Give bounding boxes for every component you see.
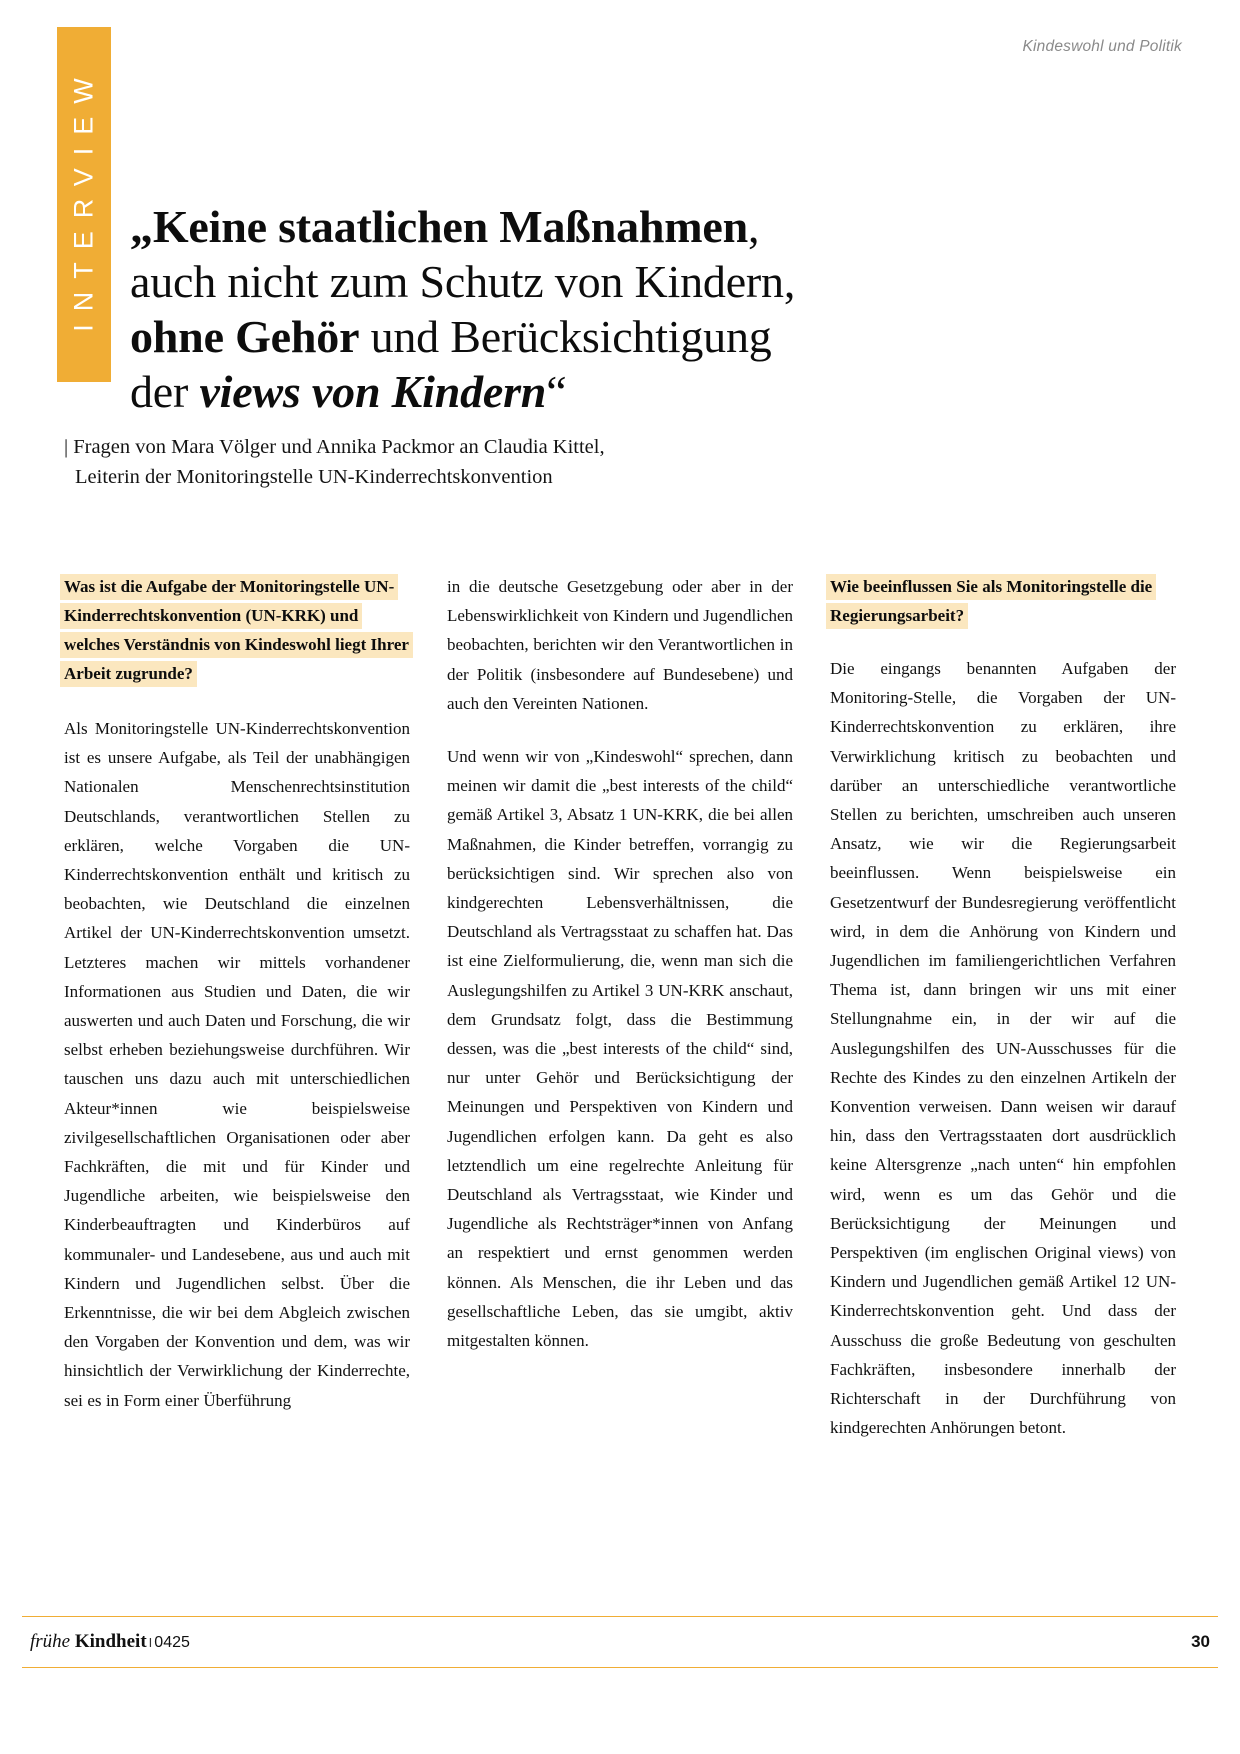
- headline-line-4-italic: views von Kindern: [199, 365, 547, 417]
- byline-line-2: Leiterin der Monitoringstelle UN-Kinderrechtskonvention: [75, 466, 553, 488]
- headline-line-1: [130, 199, 1000, 254]
- column-3: [830, 572, 1176, 1442]
- headline-line-4: [130, 364, 1000, 419]
- byline-line-1: | Fragen von Mara Völger und Annika Packmor an Claudia Kittel,: [64, 436, 605, 458]
- question-text-2: Wie beeinflussen Sie als Monitoringstelle die Regierungsarbeit?: [826, 574, 1156, 629]
- footer-issue: 0425: [154, 1634, 190, 1651]
- running-head: Kindeswohl und Politik: [1022, 38, 1182, 55]
- headline-line-1-comma: ,: [747, 200, 760, 252]
- headline-close-quote: “: [546, 365, 567, 417]
- headline-line-1-bold: Keine staatlichen Maßnahmen: [152, 200, 748, 252]
- footer-separator: I: [148, 1635, 153, 1650]
- page-footer: [22, 1616, 1218, 1668]
- question-text-1: Was ist die Aufgabe der Monitoringstelle UN-Kinderrechtskonvention (UN-KRK) und welches Verständnis von Kindeswohl liegt Ihrer Arbeit zugrunde?: [60, 574, 413, 687]
- question-block-2: [830, 572, 1176, 630]
- paragraph-col2-1: in die deutsche Gesetzgebung oder aber in der Lebenswirklichkeit von Kindern und Jugendlichen beobachten, berichten wir den Verantwortlichen in der Politik (insbesondere auf Bundesebene) und auch den Vereinten Nationen.: [447, 577, 793, 713]
- headline-line-2: auch nicht zum Schutz von Kindern,: [130, 255, 796, 307]
- paragraph-col2-2: Und wenn wir von „Kindeswohl“ sprechen, dann meinen wir damit die „best interests of the child“ gemäß Artikel 3, Absatz 1 UN-KRK, die bei allen Maßnahmen, die Kinder betreffen, vorrangig zu berücksichtigen sind. Wir sprechen also von kindgerechten Lebensverhältnissen, die Deutschland als Vertragsstaat zu schaffen hat. Das ist eine Zielformulierung, die, wenn man sich die Auslegungshilfen zu Artikel 3 UN-KRK anschaut, dem Grundsatz folgt, dass die Bestimmung dessen, was die „best interests of the child“ sind, nur unter Gehör und Berücksichtigung der Meinungen und Perspektiven von Kindern und Jugendlichen erfolgen kann. Da geht es also letztendlich um eine regelrechte Anleitung für Deutschland als Vertragsstaat, wie Kinder und Jugendliche als Rechtsträger*innen von Anfang an respektiert und ernst genommen werden können. Als Menschen, die ihr Leben und das gesellschaftliche Leben, das sie umgibt, aktiv mitgestalten können.: [447, 747, 793, 1351]
- paragraph-col3-1: Die eingangs benannten Aufgaben der Monitoring-Stelle, die Vorgaben der UN-Kinderrechtskonvention zu erklären, ihre Verwirklichung kritisch zu beobachten und darüber an unterschiedliche verantwortliche Stellen zu berichten, umschreiben auch unseren Ansatz, wie wir die Regierungsarbeit beeinflussen. Wenn beispielsweise ein Gesetzentwurf der Bundesregierung veröffentlicht wird, in dem die Anhörung von Kindern und Jugendlichen im familiengerichtlichen Verfahren Thema ist, dann bringen wir uns mit einer Stellungnahme ein, in der wir auf die Auslegungshilfen des UN-Ausschusses für die Rechte des Kindes zu den einzelnen Artikeln der Konvention verweisen. Dann weisen wir darauf hin, dass den Vertragsstaaten dort ausdrücklich keine Altersgrenze „nach unten“ hin empfohlen wird, wenn es um das Gehör und die Berücksichtigung der Meinungen und Perspektiven (im englischen Original views) von Kindern und Jugendlichen gemäß Artikel 12 UN-Kinderrechtskonvention geht. Und dass der Ausschuss die große Bedeutung von geschulten Fachkräften, insbesondere innerhalb der Richterschaft in der Durchführung von kindgerechten Anhörungen betont.: [830, 659, 1176, 1438]
- section-tab-label: INTERVIEW: [68, 64, 99, 332]
- headline-line-4-pre: der: [130, 365, 200, 417]
- column-2: [447, 572, 793, 1442]
- paragraph-col1-1: Als Monitoringstelle UN-Kinderrechtskonvention ist es unsere Aufgabe, als Teil der unabhängigen Nationalen Menschenrechtsinstitution Deutschlands, verantwortlichen Stellen zu erklären, welche Vorgaben die UN-Kinderrechtskonvention enthält und kritisch zu beobachten, wie Deutschland die einzelnen Artikel der UN-Kinderrechtskonvention umsetzt. Letzteres machen wir mittels vorhandener Informationen aus Studien und Daten, die wir auswerten und auch Daten und Forschung, die wir selbst erheben beziehungsweise durchführen. Wir tauschen uns dazu auch mit unterschiedlichen Akteur*innen wie beispielsweise zivilgesellschaftlichen Organisationen oder aber Fachkräften, die mit und für Kinder und Jugendliche arbeiten, wie beispielsweise den Kinderbeauftragten und Kinderbüros auf kommunaler- und Landesebene, aus und auch mit Kindern und Jugendlichen selbst. Über die Erkenntnisse, die wir bei dem Abgleich zwischen den Vorgaben der Konvention und dem, was wir hinsichtlich der Verwirklichung der Kinderrechte, sei es in Form einer Überführung: [64, 719, 410, 1410]
- footer-brand-bold: Kindheit: [74, 1631, 147, 1652]
- headline-line-3-rest: und Berücksichtigung: [359, 310, 772, 362]
- headline-open-quote: „: [130, 200, 153, 252]
- section-tab-interview: [57, 27, 111, 382]
- headline-line-3-bold: ohne Gehör: [130, 310, 360, 362]
- footer-brand: [30, 1631, 190, 1653]
- byline: [64, 432, 864, 492]
- page-number: 30: [1191, 1632, 1210, 1651]
- page-title: [130, 199, 1000, 419]
- question-block-1: [64, 572, 410, 688]
- headline-line-3: [130, 309, 1000, 364]
- column-1: [64, 572, 410, 1442]
- footer-brand-italic: frühe: [30, 1631, 75, 1652]
- article-columns: [64, 572, 1176, 1442]
